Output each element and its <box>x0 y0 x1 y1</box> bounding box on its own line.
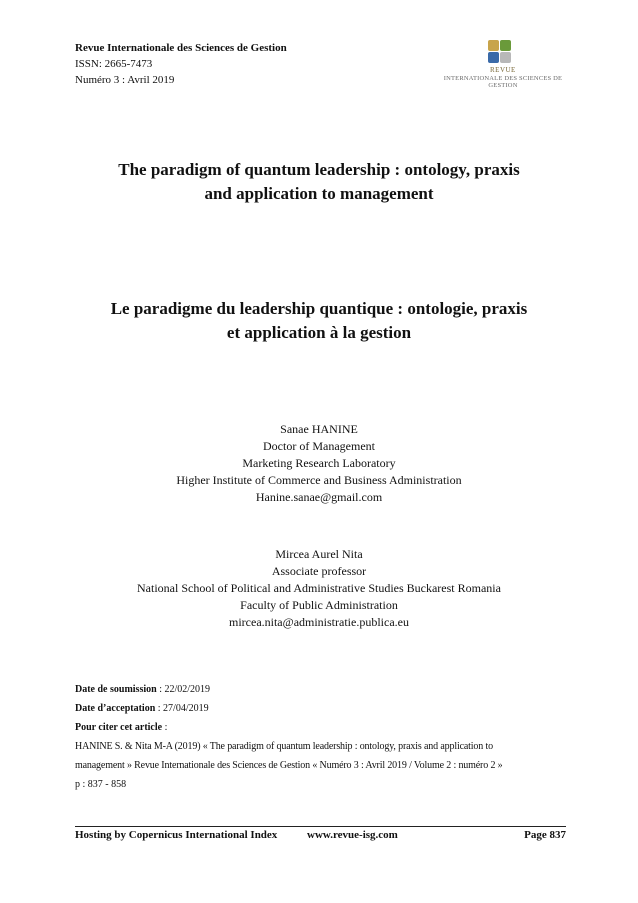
running-header <box>75 40 287 88</box>
submission-date <box>75 680 565 699</box>
citation-line-3: p : 837 - 858 <box>75 779 127 790</box>
citation-line-2: management » Revue Internationale des Sciences de Gestion « Numéro 3 : Avril 2019 / Volume 2 : numéro 2 » <box>75 760 503 771</box>
acceptance-label: Date d’acceptation <box>75 703 156 714</box>
puzzle-logo-icon <box>488 40 512 64</box>
author-block-1 <box>60 421 578 506</box>
author-name: Sanae HANINE <box>280 422 358 436</box>
author-institution: National School of Political and Administrative Studies Buckarest Romania <box>137 581 501 595</box>
author-name: Mircea Aurel Nita <box>275 547 363 561</box>
page-number: Page 837 <box>524 829 566 841</box>
author-role: Doctor of Management <box>263 439 375 453</box>
submission-value: : 22/02/2019 <box>156 684 211 695</box>
website-link[interactable]: www.revue-isg.com <box>307 829 398 841</box>
author-block-2 <box>60 546 578 631</box>
journal-logo <box>438 40 568 92</box>
cite-heading <box>75 718 565 737</box>
title-en-line1: The paradigm of quantum leadership : ontology, praxis <box>118 160 520 179</box>
submission-label: Date de soumission <box>75 684 157 695</box>
title-fr-line1: Le paradigme du leadership quantique : ontologie, praxis <box>110 299 528 318</box>
hosting-text: Hosting by Copernicus International Index <box>75 829 278 841</box>
acceptance-value: : 27/04/2019 <box>155 703 209 714</box>
article-title-french <box>60 297 578 345</box>
author-role: Associate professor <box>271 564 367 578</box>
author-institution: Higher Institute of Commerce and Business Administration <box>176 473 462 487</box>
cite-separator: : <box>162 722 168 733</box>
article-metadata <box>75 680 565 794</box>
title-fr-line2: et application à la gestion <box>226 323 412 342</box>
citation-line-1: HANINE S. & Nita M-A (2019) « The paradigm of quantum leadership : ontology, praxis and application to <box>75 741 493 752</box>
acceptance-date <box>75 699 565 718</box>
issue-number: Numéro 3 : Avril 2019 <box>75 74 175 86</box>
logo-text-journal: INTERNATIONALE DES SCIENCES DE GESTION <box>443 75 563 89</box>
logo-text-revue: REVUE <box>490 66 516 74</box>
cite-label: Pour citer cet article <box>75 722 163 733</box>
author-email[interactable]: mircea.nita@administratie.publica.eu <box>229 615 409 629</box>
title-en-line2: and application to management <box>204 184 434 203</box>
issn: ISSN: 2665-7473 <box>75 58 153 70</box>
journal-name: Revue Internationale des Sciences de Gestion <box>75 42 287 54</box>
article-title-english <box>60 158 578 206</box>
author-unit: Faculty of Public Administration <box>240 598 398 612</box>
author-email[interactable]: Hanine.sanae@gmail.com <box>255 490 383 504</box>
footer-divider <box>75 826 566 827</box>
author-unit: Marketing Research Laboratory <box>242 456 396 470</box>
